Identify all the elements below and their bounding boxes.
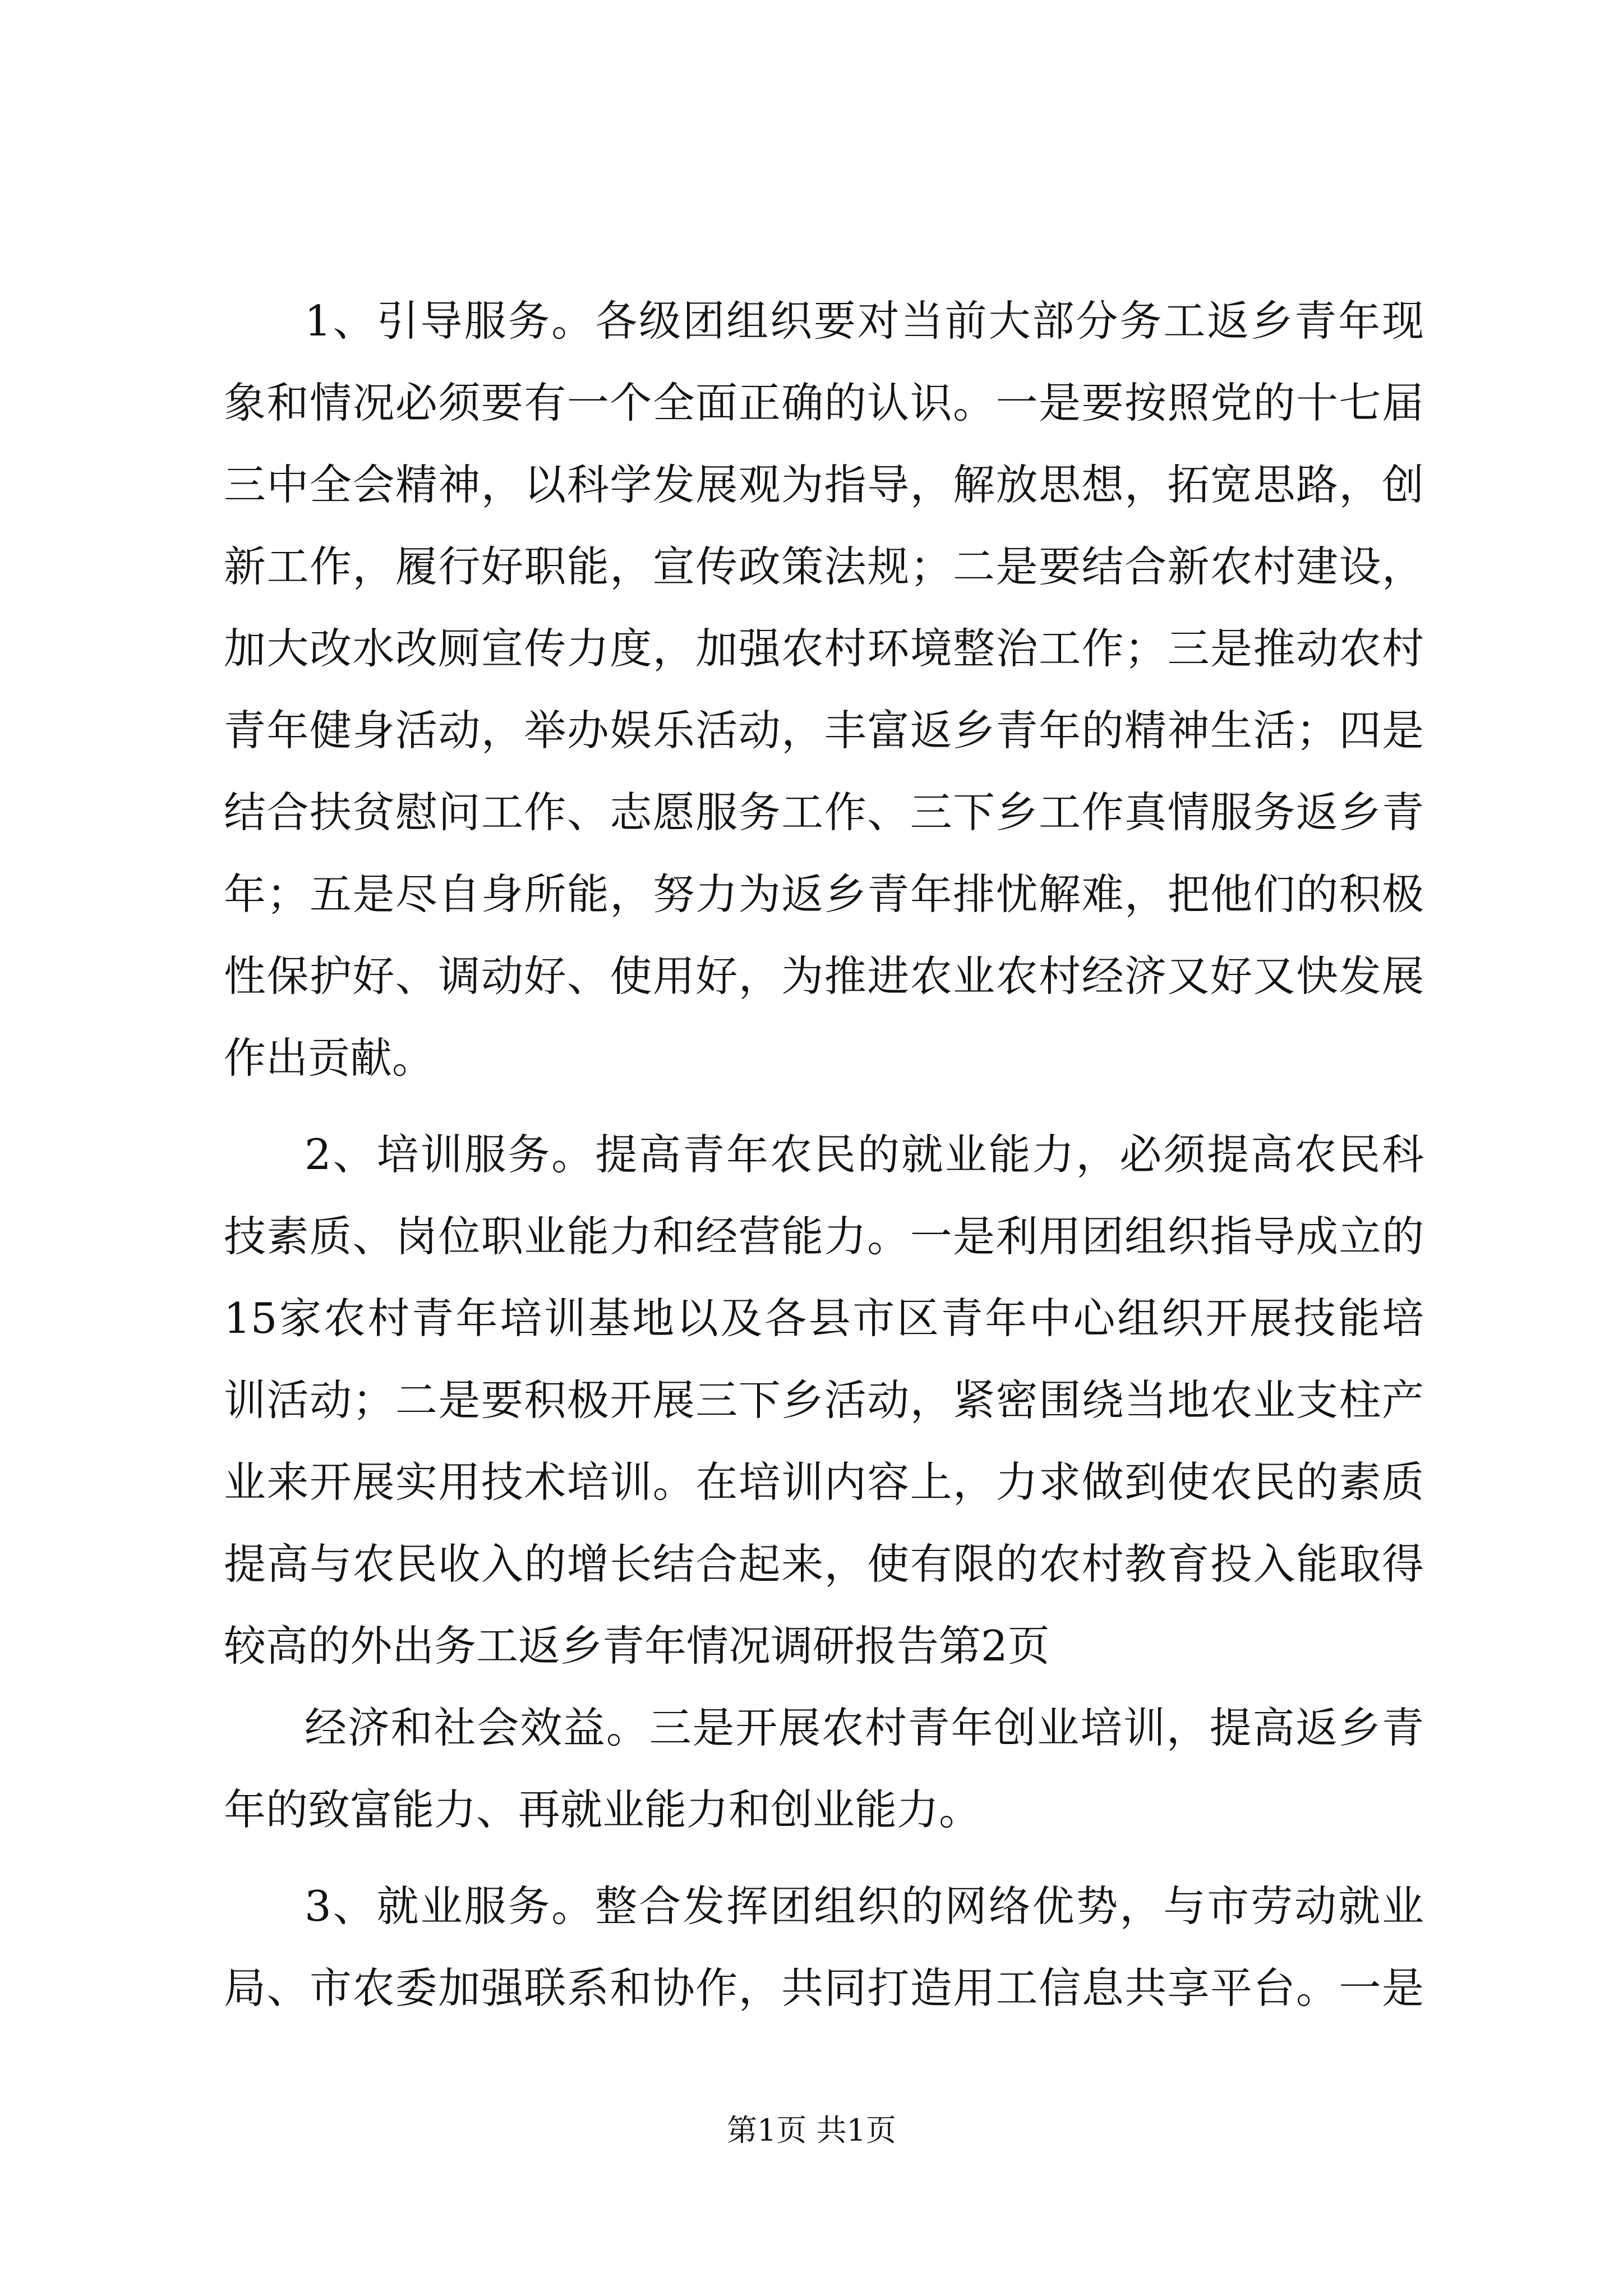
paragraph-2-line-1: 2、培训服务。提高青年农民的就业能力，必须提高农民科 [305, 1130, 1424, 1179]
paragraph-4-line-1: 3、就业服务。整合发挥团组织的网络优势，与市劳动就业 [305, 1881, 1424, 1931]
paragraph-3-line-1: 经济和社会效益。三是开展农村青年创业培训，提高返乡青 [305, 1703, 1424, 1752]
paragraph-2-line-3: 15家农村青年培训基地以及各县市区青年中心组织开展技能培 [224, 1294, 1424, 1343]
paragraph-3-line-2: 年的致富能力、再就业能力和创业能力。 [224, 1785, 981, 1834]
paragraph-1-line-3: 三中全会精神，以科学发展观为指导，解放思想，拓宽思路，创 [224, 460, 1424, 509]
paragraph-1-line-7: 结合扶贫慰问工作、志愿服务工作、三下乡工作真情服务返乡青 [224, 788, 1424, 837]
body-text [224, 296, 1424, 2049]
page-number-footer: 第1页 共1页 [727, 2113, 896, 2148]
paragraph-2-line-2: 技素质、岗位职业能力和经营能力。一是利用团组织指导成立的 [224, 1212, 1424, 1261]
paragraph-1-line-10: 作出贡献。 [224, 1033, 435, 1083]
paragraph-1-line-8: 年；五是尽自身所能，努力为返乡青年排忧解难，把他们的积极 [224, 869, 1424, 919]
paragraph-2-line-5: 业来开展实用技术培训。在培训内容上，力求做到使农民的素质 [224, 1457, 1424, 1507]
paragraph-4-line-2: 局、市农委加强联系和协作，共同打造用工信息共享平台。一是 [224, 1963, 1424, 2013]
paragraph-1-line-6: 青年健身活动，举办娱乐活动，丰富返乡青年的精神生活；四是 [224, 706, 1424, 755]
paragraph-2-line-6: 提高与农民收入的增长结合起来，使有限的农村教育投入能取得 [224, 1539, 1424, 1589]
paragraph-1-line-4: 新工作，履行好职能，宣传政策法规；二是要结合新农村建设， [224, 542, 1424, 591]
paragraph-1-line-2: 象和情况必须要有一个全面正确的认识。一是要按照党的十七届 [224, 378, 1424, 427]
paragraph-1-line-1: 1、引导服务。各级团组织要对当前大部分务工返乡青年现 [305, 296, 1424, 346]
paragraph-1-line-5: 加大改水改厕宣传力度，加强农村环境整治工作；三是推动农村 [224, 624, 1424, 673]
paragraph-2-line-7: 较高的外出务工返乡青年情况调研报告第2页 [224, 1621, 1050, 1671]
paragraph-2-line-4: 训活动；二是要积极开展三下乡活动，紧密围绕当地农业支柱产 [224, 1375, 1424, 1425]
paragraph-1-line-9: 性保护好、调动好、使用好，为推进农业农村经济又好又快发展 [224, 951, 1424, 1001]
